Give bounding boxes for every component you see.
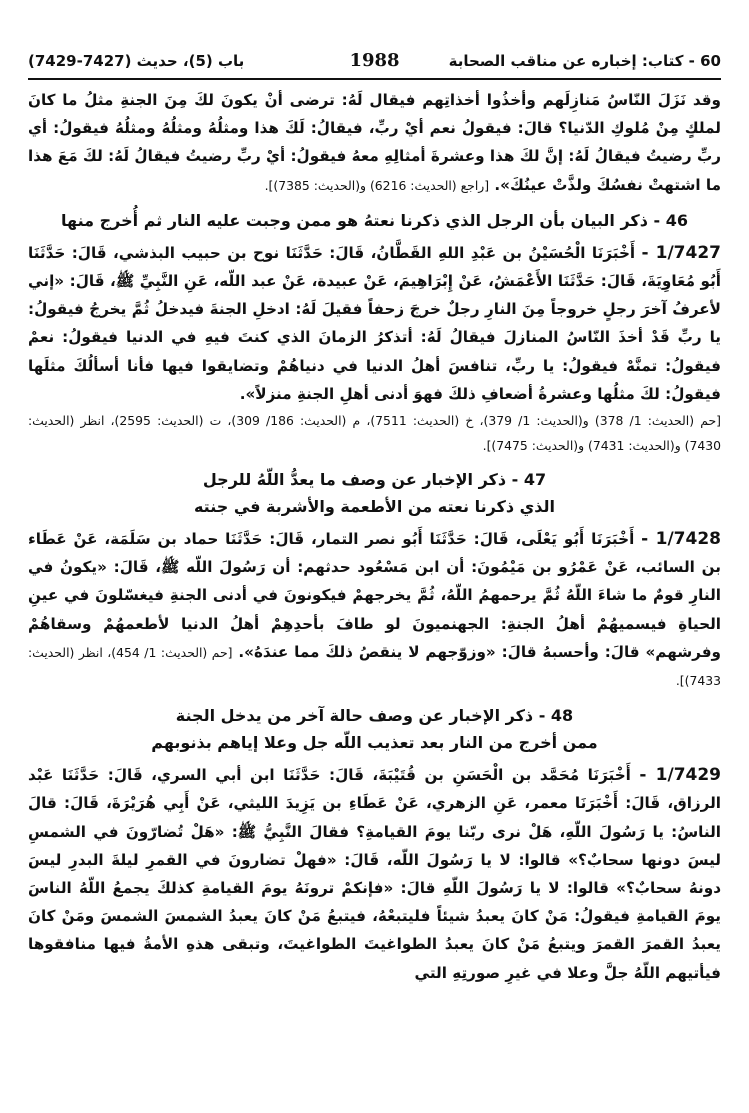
page-number: 1988 xyxy=(349,50,400,71)
section-heading-48-line1: 48 - ذكر الإخبار عن وصف حالة آخر من يدخل الجنة xyxy=(175,706,574,726)
header-rule xyxy=(28,78,721,80)
header-chapter-ref: باب (5)، حديث (7427-7429) xyxy=(28,52,245,70)
hadith-number: 1/7427 - xyxy=(641,242,721,263)
paragraph-continuation xyxy=(28,86,721,199)
hadith-text: أَخْبَرَنَا الْحُسَيْنُ بن عَبْدِ اللهِ القَطَّانُ، قَالَ: حَدَّثَنَا نوح بن حبيب البذشي، قَالَ: حَدَّثَنَا أَبُو مُعَاوِيَةَ، قَالَ: حَدَّثَنَا الأَعْمَشُ، عَنْ إِبْرَاهِيمَ، عَنْ عبيدة، عَنْ عبد اللّه، عَنِ النَّبِيِّ ﷺ، قَالَ: «إني لأعرفُ آخرَ رجلٍ خروجاً مِنَ النارِ رجلٌ خرجَ زحفاً فقيلَ لَهُ: ادخلِ الجنةَ فيدخلُ ثُمَّ يخرجُ فيقولُ: يا ربِّ قَدْ أخذَ النّاسُ المنازلَ فيقالُ لَهُ: أتذكرُ الزمانَ الذي كنتَ فيهِ في الدنيا فيقولُ: نعمْ فيقولُ: تمنَّهْ فيقولُ: يا ربِّ، تنافسَ أهلُ الدنيا في دنياهُمْ وتضايقوا فيها فأنا أسألُكَ مثلَها فيقولُ: لكَ مثلُها وعشرةُ أضعافِ ذلكَ فهوَ أدنى أهلِ الجنةِ منزلاً». xyxy=(28,243,721,403)
running-header xyxy=(28,50,721,76)
hadith-text: أَخْبَرَنَا أَبُو يَعْلَى، قَالَ: حَدَّثَنَا أَبُو نصر التمار، قَالَ: حَدَّثَنَا حماد بن سَلَمَة، عَنْ عَطَاء بن السائب، عَنْ عَمْرُو بن مَيْمُونَ: أن ابن مَسْعُود حدثهم: أن رَسُولَ اللّه ﷺ، قَالَ: «يكونُ في النارِ قومٌ ما شاءَ اللّهُ ثُمَّ يرحمهمُ اللّهُ، ثُمَّ يخرجهمْ فيكونونَ في أدنى الجنةِ فيغسّلونَ في عينِ الحياةِ فيسميهُمْ أهلُ الجنةِ: الجهنميونَ لو طافَ بأحدِهِمْ أهلُ الدنيا لأطعمهُمْ وسقاهُمْ وفرشهم» قالَ: وأحسبهُ قالَ: «وزوّجهم لا ينقصُ ذلكَ مما عندَهُ». xyxy=(28,530,721,661)
section-heading-48-line2: ممن أخرج من النار بعد تعذيب اللّه جل وعلا إياهم بذنوبهم xyxy=(151,733,598,753)
hadith-7427 xyxy=(28,239,721,408)
section-heading-46: 46 - ذكر البيان بأن الرجل الذي ذكرنا نعتهُ هو ممن وجبت عليه النار ثم أُخرج منها xyxy=(61,210,688,230)
hadith-7428 xyxy=(28,525,721,694)
section-heading-47-line1: 47 - ذكر الإخبار عن وصف ما يعدُّ اللّهُ للرجل xyxy=(202,470,547,490)
header-book-title: 60 - كتاب: إخباره عن مناقب الصحابة xyxy=(448,52,721,70)
hadith-number: 1/7429 - xyxy=(639,765,722,786)
page-body xyxy=(28,86,721,987)
hadith-text: أَخْبَرَنَا مُحَمَّد بن الْحَسَنِ بن قُتَيْبَةَ، قَالَ: حَدَّثَنَا ابن أبي السري، قَالَ: حَدَّثَنَا عَبْد الرزاق، قَالَ: أَخْبَرَنَا معمر، عَنِ الزهري، عَنْ عَطَاءِ بن يَزِيدَ الليثي، عَنْ أَبِي هُرَيْرَةَ، قَالَ: قالَ الناسُ: يا رَسُولَ اللّهِ، هَلْ نرى ربّنا يومَ القيامةِ؟ فقالَ النَّبِيُّ ﷺ: «هَلْ تُضارّونَ في الشمسِ ليسَ دونها سحابٌ؟» قالوا: لا يا رَسُولَ اللّه، قَالَ: «فهلْ تضارونَ في القمرِ ليلةَ البدرِ ليسَ دونهُ سحابٌ؟» قالوا: لا يا رَسُولَ اللّهِ قالَ: «فإنكمْ ترونَهُ يومَ القيامةِ كذلكَ يجمعُ اللّهُ الناسَ يومَ القيامةِ فيقولُ: مَنْ كانَ يعبدُ شيئاً فليتبعْهُ، فيتبعُ مَنْ كانَ يعبدُ الشمسَ الشمسَ ومَنْ كانَ يعبدُ القمرَ القمرَ ويتبعُ مَنْ كانَ يعبدُ الطواغيتَ الطواغيتَ، وتبقى هذهِ الأمةُ فيها منافقوها فيأتيهم اللّهُ جلَّ وعلا في غيرِ صورتِهِ التي xyxy=(28,766,721,982)
hadith-number: 1/7428 - xyxy=(641,529,721,550)
reference-note: [حم (الحديث: 1/ 454)، انظر (الحديث: 7433)]. xyxy=(28,644,721,689)
reference-note: [راجع (الحديث: 6216) و(الحديث: 7385)]. xyxy=(264,177,490,193)
reference-note: [حم (الحديث: 1/ 378) و(الحديث: 1/ 379)، خ (الحديث: 7511)، م (الحديث: 186/ 309)، ت (الحديث: 2595)، انظر (الحديث: 7430) و(الحديث: 7431) و(الحديث: 7475)]. xyxy=(28,413,721,454)
section-heading-47-line2: الذي ذكرنا نعته من الأطعمة والأشربة في جنته xyxy=(193,497,556,517)
paragraph-text: وقد نَزَلَ النّاسُ مَنازِلَهم وأخذُوا أخذاتِهم فيقال لَهُ: ترضى أنْ يكونَ لكَ مِنَ الجنةِ مثلُ ما كانَ لملكٍ مِنْ مُلوكِ الدّنيا؟ قالَ: فيقولُ نعم أيْ ربِّ، فيقالُ: لَكَ هذا ومثلُهُ ومثلُهُ ومثلُهُ فيقولُ: أي ربِّ رضيتُ فيقالُ لَهُ: إنَّ لكَ هذا وعشرةَ أمثالِهِ معهُ فيقولُ: أيْ ربِّ رضيتُ فيقالُ لَهُ: لكَ مَعَ هذا ما اشتهتْ نفسُكَ ولذَّتْ عينُكَ». xyxy=(28,91,721,194)
hadith-7429 xyxy=(28,761,721,987)
